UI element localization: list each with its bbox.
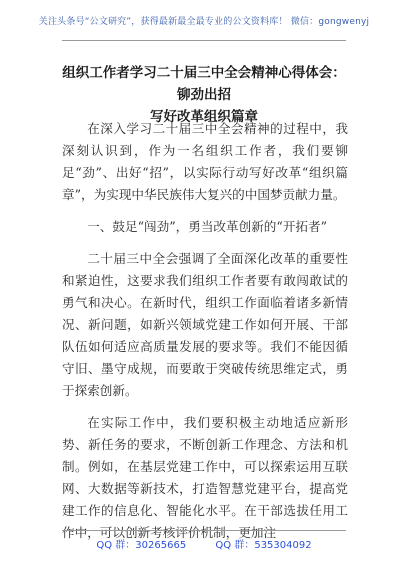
paragraph-3: 在实际工作中，我们要积极主动地适应新形势、新任务的要求，不断创新工作理念、方法和机制。例如，在基层党建工作中，可以探索运用互联网、大数据等新技术，打造智慧党建平台，提高党建工作的信息化、智能化水平。在干部选拔任用工作中，可以创新考核评价机制，更加注 [62, 415, 348, 540]
section-heading-1: 一、鼓足“闯劲”，勇当改革创新的“开拓者” [87, 219, 328, 234]
footer-qq-group-1: QQ 群：30265665 [96, 540, 187, 551]
footer [0, 536, 408, 551]
title-line-2: 写好改革组织篇章 [150, 109, 258, 125]
paragraph-2: 二十届三中全会强调了全面深化改革的重要性和紧迫性，这要求我们组织工作者要有敢闯敢试的勇气和决心。在新时代，组织工作面临着诸多新情况、新问题，如新兴领域党建工作如何开展、干部队伍如何适应高质量发展的要求等。我们不能因循守旧、墨守成规，而要敢于突破传统思维定式，勇于探索创新。 [62, 251, 348, 398]
footer-qq-group-2: QQ 群：535304092 [215, 540, 312, 551]
header-banner: 关注头条号“公文研究”，获得最新最全最专业的公文资料库！ 微信：gongwenyj [38, 17, 370, 27]
title-line-1: 组织工作者学习二十届三中全会精神心得体会：铆劲出招 [62, 65, 346, 103]
footer-divider [62, 530, 346, 531]
paragraph-intro: 在深入学习二十届三中全会精神的过程中，我深刻认识到，作为一名组织工作者，我们要铆足“劲”、出好“招”，以实际行动写好改革“组织篇章”，为实现中华民族伟大复兴的中国梦贡献力量。 [62, 121, 348, 202]
header-divider [62, 40, 346, 41]
document-body [62, 118, 348, 554]
